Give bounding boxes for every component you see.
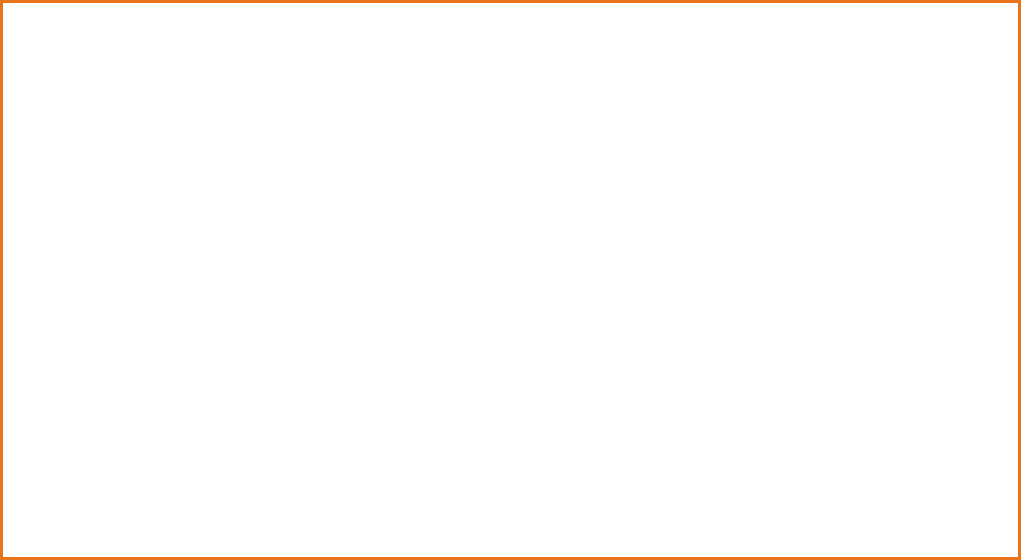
spreadsheet-grid[interactable] [3,3,1018,557]
